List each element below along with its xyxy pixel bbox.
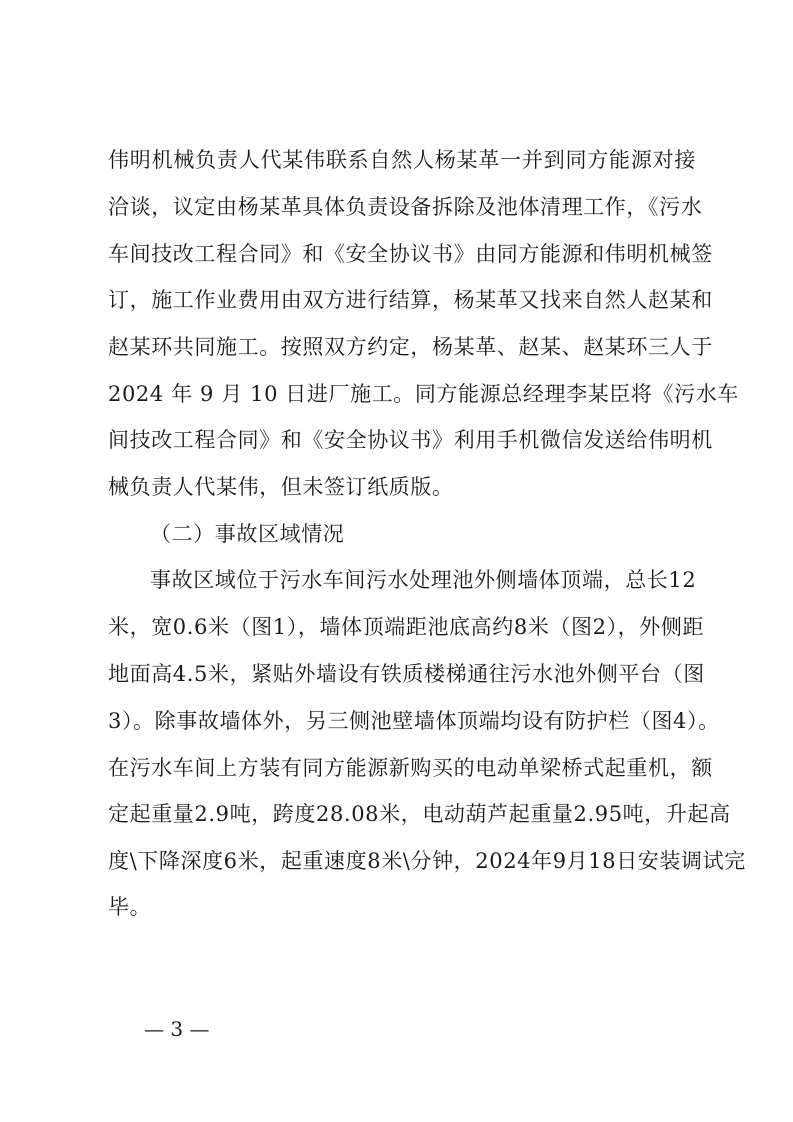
paragraph-2-line-5: 在污水车间上方装有同方能源新购买的电动单梁桥式起重机，额	[108, 756, 713, 780]
paragraph-1-line-4: 订，施工作业费用由双方进行结算，杨某革又找来自然人赵某和	[108, 288, 713, 312]
paragraph-1-line-8: 械负责人代某伟，但未签订纸质版。	[108, 475, 454, 499]
paragraph-1-line-2: 洽谈，议定由杨某革具体负责设备拆除及池体清理工作，《污水	[108, 195, 703, 219]
page-number: — 3 —	[144, 1017, 210, 1041]
paragraph-2-line-7: 度\下降深度6米，起重速度8米\分钟，2024年9月18日安装调试完	[108, 849, 746, 873]
paragraph-1-line-5: 赵某环共同施工。按照双方约定，杨某革、赵某、赵某环三人于	[108, 335, 713, 359]
paragraph-2-line-4: 3）。除事故墙体外，另三侧池壁墙体顶端均设有防护栏（图4）。	[108, 709, 720, 733]
paragraph-2-line-1: 事故区域位于污水车间污水处理池外侧墙体顶端，总长12	[150, 568, 697, 592]
paragraph-2-line-6: 定起重量2.9吨，跨度28.08米，电动葫芦起重量2.95吨，升起高	[108, 802, 731, 826]
paragraph-1-line-1: 伟明机械负责人代某伟联系自然人杨某革一并到同方能源对接	[108, 148, 696, 172]
paragraph-1-line-7: 间技改工程合同》和《安全协议书》利用手机微信发送给伟明机	[108, 428, 713, 452]
paragraph-2-line-3: 地面高4.5米，紧贴外墙设有铁质楼梯通往污水池外侧平台（图	[108, 662, 705, 686]
paragraph-1-line-3: 车间技改工程合同》和《安全协议书》由同方能源和伟明机械签	[108, 242, 713, 266]
paragraph-2-line-8: 毕。	[108, 895, 152, 919]
paragraph-2-line-2: 米，宽0.6米（图1），墙体顶端距池底高约8米（图2），外侧距	[108, 615, 705, 639]
paragraph-1-line-6: 2024 年 9 月 10 日进厂施工。同方能源总经理李某臣将《污水车	[108, 382, 739, 406]
section-heading: （二）事故区域情况	[150, 522, 345, 546]
